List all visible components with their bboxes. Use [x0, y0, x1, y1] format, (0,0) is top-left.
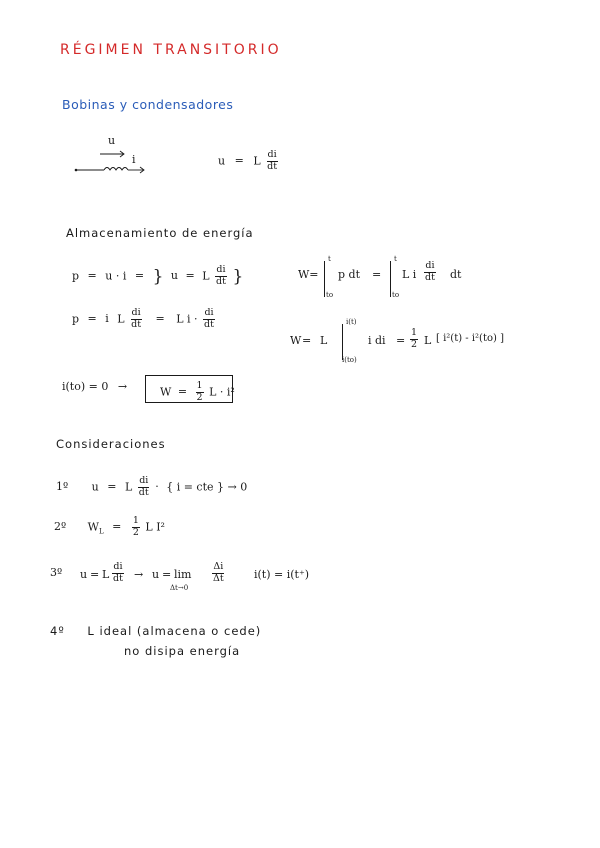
c3-arrow: → [134, 568, 144, 581]
c3-lim: lim [174, 568, 192, 581]
w1-lower1: to [326, 291, 334, 299]
inductor-diagram [74, 134, 154, 179]
w2-integrand: i di [368, 334, 386, 347]
p2-eq: = [87, 312, 97, 326]
c1-den: dt [138, 486, 149, 498]
p1-fraction [215, 265, 227, 288]
c3-num: di [113, 561, 123, 572]
w1-lhs: W= [298, 268, 319, 281]
w2-upper: i(t) [346, 318, 357, 326]
w2-eq2: = [396, 334, 406, 347]
energy-result-box [145, 375, 233, 403]
eq-lhs: u [218, 154, 226, 168]
frac-den: dt [267, 160, 278, 172]
eq-coef: L [253, 154, 261, 168]
c1-dot: · [155, 480, 159, 494]
integral-sign-2 [390, 261, 391, 297]
eq-sign: = [234, 154, 244, 168]
voltage-label: u [108, 134, 116, 147]
c1-num: di [139, 475, 149, 486]
w2-L: L [320, 334, 328, 347]
c3-den2: Δt [213, 572, 224, 584]
c3-u2: u [152, 568, 160, 581]
c3-L: L [102, 568, 110, 581]
consideration-1 [56, 476, 247, 499]
c1-eq: = [107, 480, 117, 494]
w1-dt: dt [450, 268, 462, 281]
p1-expr: u · i [105, 269, 127, 283]
p2-den: dt [131, 318, 142, 330]
section-subtitle: Bobinas y condensadores [62, 97, 234, 112]
p2-L: L [117, 312, 125, 326]
w2-bracket: [ i²(t) - i²(to) ] [436, 333, 504, 344]
w1-upper1: t [328, 255, 331, 263]
c4-number: 4º [50, 624, 65, 638]
w1-num: di [425, 260, 435, 271]
w2-half-num: 1 [411, 327, 418, 338]
ic-rhs: L · i² [209, 385, 235, 399]
consideration-4-line2: no disipa energía [124, 644, 241, 658]
c3-num2: Δi [213, 561, 224, 572]
p2-den2: dt [204, 318, 214, 330]
frac-num: di [267, 149, 277, 160]
p1-lhs: p [72, 269, 80, 283]
c1-L: L [124, 480, 133, 494]
p2-fraction [130, 308, 142, 331]
ic-half [196, 381, 204, 404]
w2-half [410, 328, 418, 351]
c2-half-den: 2 [132, 526, 139, 538]
c2-half [132, 516, 140, 539]
w2-lower: i(to) [342, 356, 357, 364]
w1-li: L i [402, 268, 417, 281]
p2-lhs: p [72, 312, 80, 326]
c2-eq: = [112, 520, 122, 534]
ic-lhs: i(to) = 0 [62, 380, 109, 393]
p2-num2: di [204, 307, 214, 318]
ic-w: W [160, 385, 172, 399]
energy-integral-2 [290, 318, 520, 366]
integral-sign-3 [342, 324, 343, 360]
c2-rhs: L I² [145, 520, 165, 534]
ic-arrow: → [117, 380, 128, 393]
c3-eq: = [90, 568, 100, 581]
c3-den: dt [113, 572, 123, 584]
c3-number: 3º [50, 566, 63, 579]
consideration-4 [50, 624, 261, 638]
p1-eq: = [87, 269, 97, 283]
energy-storage-heading: Almacenamiento de energía [66, 226, 254, 240]
p1-den: dt [216, 275, 226, 287]
c3-fraction [112, 562, 124, 585]
w2-half-den: 2 [411, 338, 418, 350]
w1-den: dt [425, 271, 435, 283]
page-title: RÉGIMEN TRANSITORIO [60, 42, 282, 58]
p1-brace-open: } [152, 266, 164, 287]
c3-fraction-2 [212, 562, 225, 585]
c1-condition: { i = cte } → 0 [166, 480, 248, 494]
derivative-fraction [266, 150, 278, 173]
inductor-equation [218, 150, 280, 173]
consideration-3 [50, 561, 350, 598]
c2-w: W [87, 520, 99, 534]
p1-u: u [170, 269, 178, 283]
w1-upper2: t [394, 255, 397, 263]
p1-brace-close: } [232, 266, 244, 287]
p1-eq2: = [134, 269, 145, 283]
consideration-2 [54, 516, 165, 539]
p1-L: L [202, 269, 210, 283]
p1-num: di [216, 264, 226, 275]
ic-eq: = [177, 385, 188, 399]
c3-continuity: i(t) = i(t⁺) [254, 568, 310, 581]
w2-L2: L [424, 334, 432, 347]
p2-eq2: = [155, 312, 165, 326]
c3-u: u [80, 568, 88, 581]
w2-lhs: W [290, 334, 302, 347]
p1-eq3: = [185, 269, 195, 283]
c3-lim-sub: Δt→0 [170, 584, 189, 592]
w1-eq: = [372, 268, 382, 281]
current-label: i [132, 153, 136, 166]
ic-half-den: 2 [196, 391, 203, 403]
c2-sub: L [98, 527, 104, 536]
w1-lower2: to [392, 291, 400, 299]
p2-num: di [131, 307, 141, 318]
power-equation-2 [72, 308, 217, 331]
c3-eq2: = [162, 568, 172, 581]
energy-integral-1 [298, 255, 478, 305]
c4-text1: L ideal (almacena o cede) [87, 624, 262, 638]
c2-number: 2º [54, 520, 67, 534]
p2-rhs: L i · [176, 312, 198, 326]
w2-eq: = [302, 334, 312, 347]
power-equation-1 [72, 265, 243, 288]
c1-fraction [138, 476, 150, 499]
w1-integrand: p dt [338, 268, 360, 281]
c1-number: 1º [56, 480, 69, 494]
ic-half-num: 1 [196, 380, 203, 391]
initial-condition [62, 380, 133, 393]
integral-sign [324, 261, 325, 297]
considerations-heading: Consideraciones [56, 437, 166, 451]
c2-half-num: 1 [132, 515, 139, 526]
p2-i: i [105, 312, 109, 326]
w1-fraction [424, 261, 436, 284]
p2-fraction-2 [203, 308, 215, 331]
c1-u: u [91, 480, 99, 494]
